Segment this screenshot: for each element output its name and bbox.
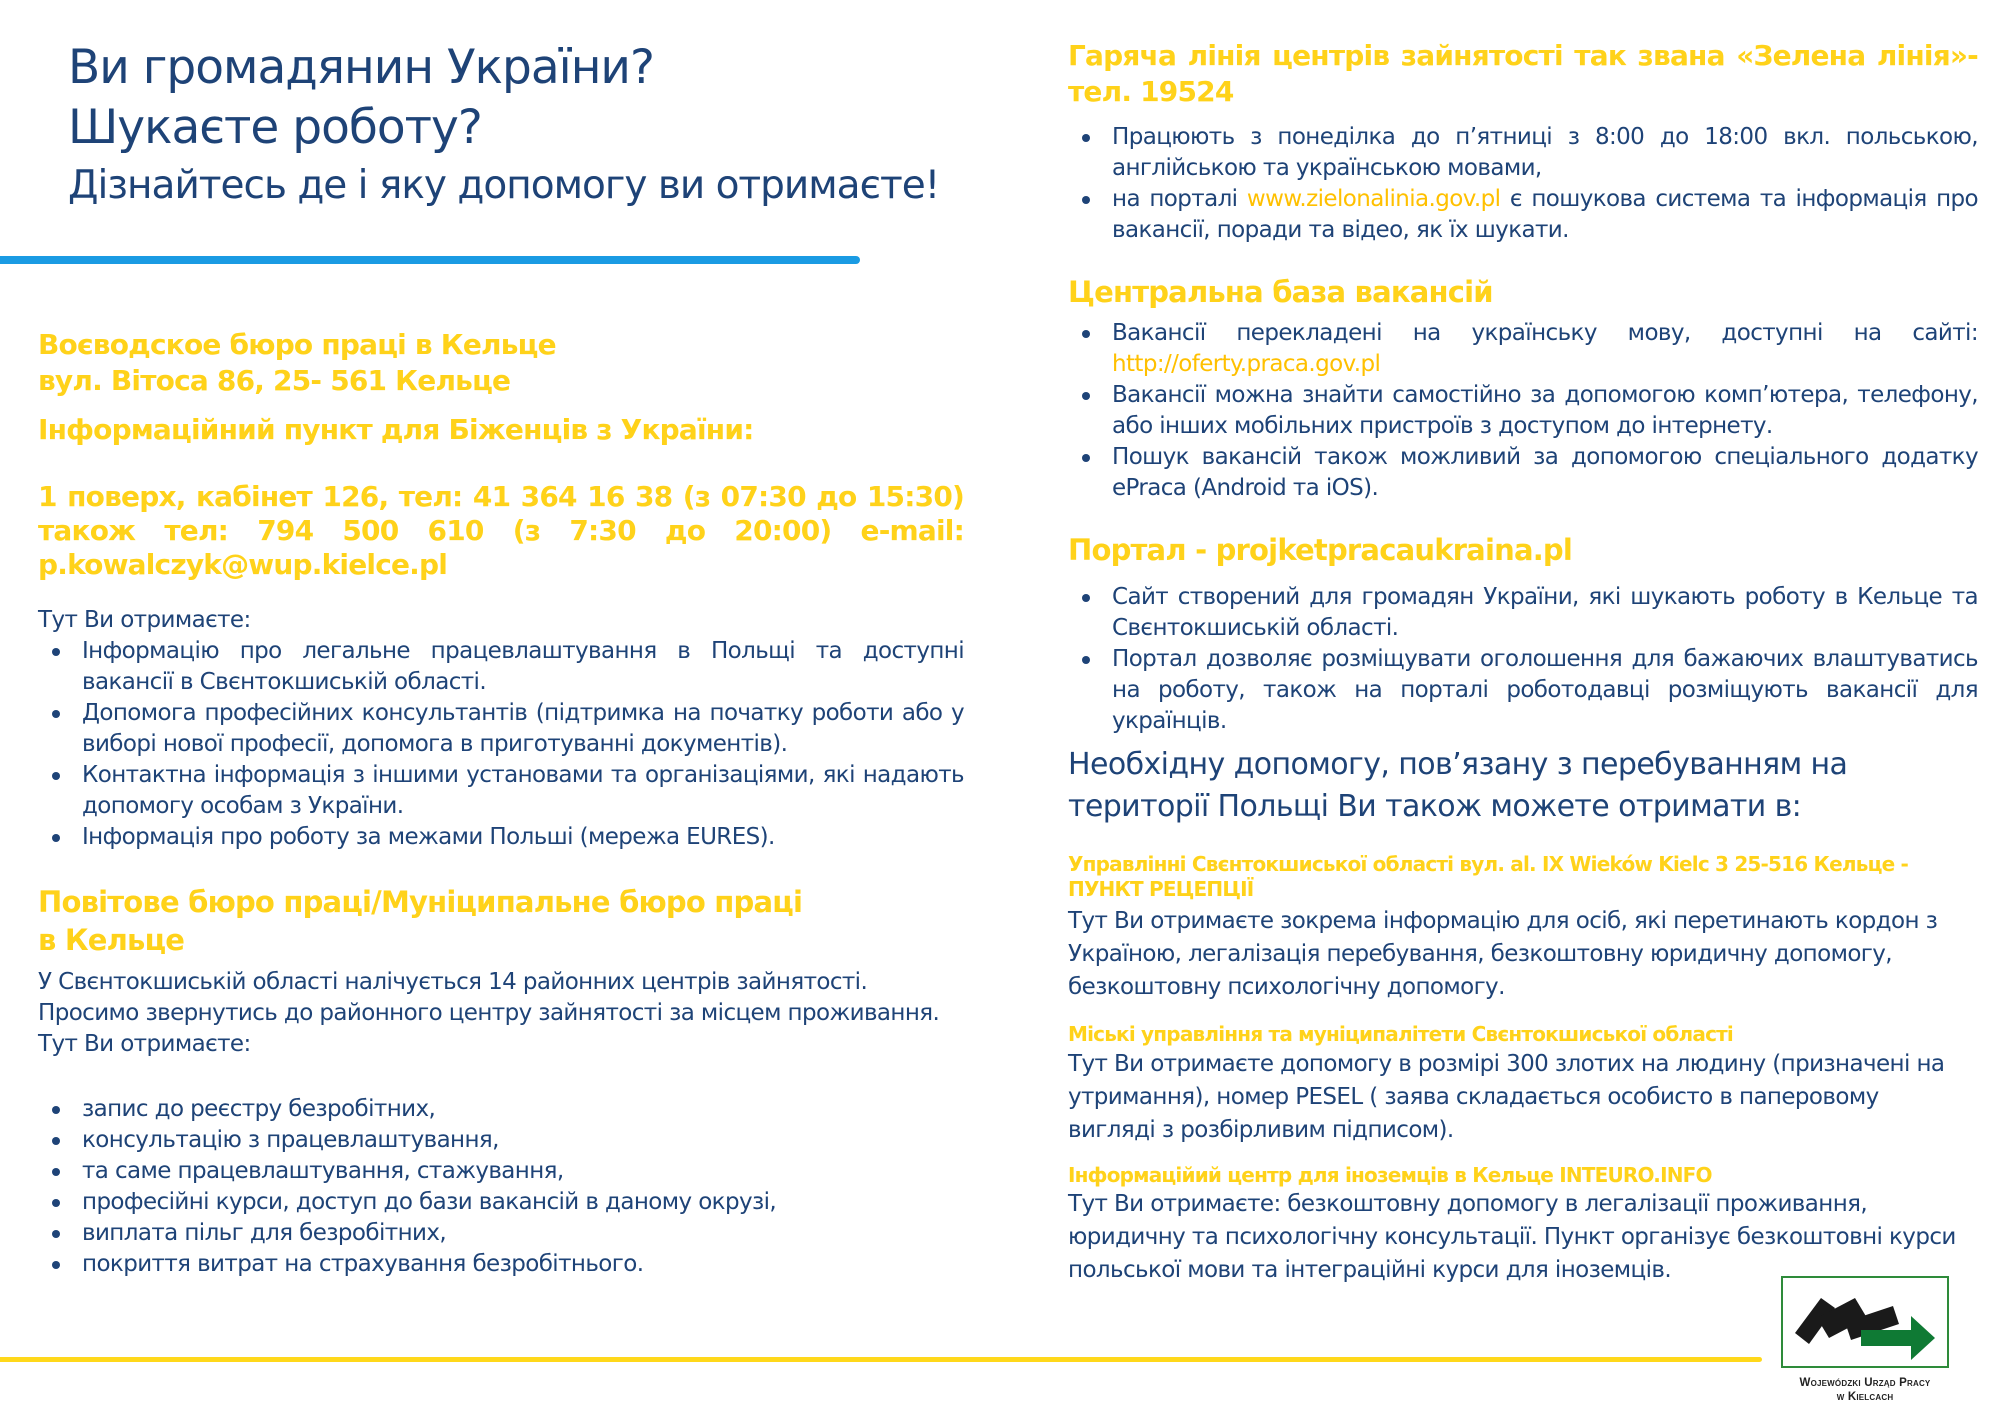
county-services-list xyxy=(38,1094,964,1280)
page-title xyxy=(68,38,988,214)
county-description xyxy=(38,967,964,1060)
additional-help-intro: Необхідну допомогу, пов’язану з перебуванням на території Польщі Ви також можете отримати в: xyxy=(1068,747,1848,824)
list-item: професійні курси, доступ до бази вакансій в даному окрузі, xyxy=(82,1187,964,1218)
portal-list xyxy=(1068,582,1978,737)
hotline-item-text: є пошукова система та інформація про вакансії, поради та відео, як їх шукати. xyxy=(1112,186,1978,243)
list-item: покриття витрат на страхування безробітнього. xyxy=(82,1249,964,1280)
office-address: вул. Вітоса 86, 25- 561 Кельце xyxy=(38,364,511,397)
list-item xyxy=(1112,184,1978,246)
list-item: консультацію з працевлаштування, xyxy=(82,1125,964,1156)
hotline-item-text: на порталі xyxy=(1112,186,1247,212)
county-para-3: Тут Ви отримаєте: xyxy=(38,1031,251,1057)
list-item: Допомога професійних консультантів (підтримка на початку роботи або у виборі нової професії, допомога в приготуванні документів). xyxy=(82,698,964,760)
county-para-2: Просимо звернутись до районного центру зайнятості за місцем проживання. xyxy=(38,1000,940,1026)
regional-office-body: Тут Ви отримаєте зокрема інформацію для осіб, які перетинають кордон з Україною, легалізація перебування, безкоштовну юридичну допомогу, безкоштовну психологічну допомогу. xyxy=(1068,908,1938,1000)
county-heading-line-1: Повітове бюро праці/Муніципальне бюро праці xyxy=(38,885,803,919)
title-line-2: Шукаєте роботу? xyxy=(68,100,482,155)
office-contact: 1 поверх, кабінет 126, тел: 41 364 16 38 (з 07:30 до 15:30) також тел: 794 500 610 (з 7:30 до 20:00) e-mail: p.kowalczyk@wup.kielce.pl xyxy=(38,480,964,581)
zielonalinia-link[interactable]: www.zielonalinia.gov.pl xyxy=(1246,186,1501,212)
list-item: запис до реєстру безробітних, xyxy=(82,1094,964,1125)
municipal-offices-heading: Міські управління та муніципалітети Свєнтокшиської області xyxy=(1068,1022,1733,1046)
office-heading xyxy=(38,327,964,399)
inteuro-body: Тут Ви отримаєте: безкоштовну допомогу в легалізації проживання, юридичну та психологічну консультації. Пункт організує безкоштовні курси польської мови та інтеграційні курси для іноземців. xyxy=(1068,1191,1956,1283)
logo-caption-line-1: Wojewódzki Urząd Pracy xyxy=(1799,1377,1931,1389)
central-db-item-text: Вакансії перекладені на українську мову, доступні на сайті: xyxy=(1112,320,1978,346)
central-db-list xyxy=(1068,318,1978,504)
list-item: Сайт створений для громадян України, які шукають роботу в Кельце та Свєнтокшиській області. xyxy=(1112,582,1978,644)
inteuro-heading: Інформаційий центр для іноземців в Кельце INTEURO.INFO xyxy=(1068,1163,1712,1187)
oferty-link[interactable]: http://oferty.praca.gov.pl xyxy=(1112,351,1381,377)
list-item: виплата пільг для безробітних, xyxy=(82,1218,964,1249)
list-item: Інформація про роботу за межами Польші (мережа EURES). xyxy=(82,822,964,853)
office-name: Воєводское бюро праці в Кельце xyxy=(38,328,556,361)
logo-graphic xyxy=(1783,1278,1947,1366)
list-item: Контактна інформація з іншими установами та організаціями, які надають допомогу особам з України. xyxy=(82,760,964,822)
info-point-heading: Інформаційний пункт для Біженців з України: xyxy=(38,413,754,446)
blue-divider xyxy=(0,256,860,264)
list-item: Працюють з понеділка до п’ятниці з 8:00 до 18:00 вкл. польською, англійською та українською мовами, xyxy=(1112,122,1978,184)
wup-kielce-logo-icon xyxy=(1781,1276,1949,1368)
logo-caption xyxy=(1770,1376,1960,1404)
hotline-heading: Гаряча лінія центрів зайнятості так звана «Зелена лінія»- тел. 19524 xyxy=(1068,39,1978,108)
title-line-1: Ви громадянин України? xyxy=(68,40,654,95)
receive-intro: Тут Ви отримаєте: xyxy=(38,607,251,633)
list-item xyxy=(1112,318,1978,380)
list-item: Пошук вакансій також можливий за допомогою спеціального додатку ePraca (Android та iOS). xyxy=(1112,442,1978,504)
yellow-divider xyxy=(0,1357,1762,1362)
regional-office-heading: Управлінні Свєнтокшиської області вул. al. IX Wieków Kielc 3 25-516 Кельце - ПУНКТ РЕЦЕПЦІЇ xyxy=(1068,852,1909,901)
hotline-list xyxy=(1068,122,1978,246)
portal-heading: Портал - projketpracaukraina.pl xyxy=(1068,533,1573,567)
central-db-heading: Центральна база вакансій xyxy=(1068,275,1493,309)
list-item: та саме працевлаштування, стажування, xyxy=(82,1156,964,1187)
list-item: Портал дозволяє розміщувати оголошення для бажаючих влаштуватись на роботу, також на порталі роботодавці розміщують вакансії для українців. xyxy=(1112,644,1978,737)
list-item: Вакансії можна знайти самостійно за допомогою комп’ютера, телефону, або інших мобільних пристроїв з доступом до інтернету. xyxy=(1112,380,1978,442)
county-office-heading xyxy=(38,883,964,959)
logo-caption-line-2: w Kielcach xyxy=(1836,1391,1894,1403)
county-para-1: У Свєнтокшиській області налічується 14 районних центрів зайнятості. xyxy=(38,969,868,995)
municipal-offices-body: Тут Ви отримаєте допомогу в розмірі 300 злотих на людину (призначені на утримання), номер PESEL ( заява складається особисто в паперовому вигляді з розбірливим підписом). xyxy=(1068,1051,1945,1143)
list-item: Інформацію про легальне працевлаштування в Польщі та доступні вакансії в Свєнтокшиській області. xyxy=(82,636,964,698)
receive-list xyxy=(38,636,964,853)
title-line-3: Дізнайтесь де і яку допомогу ви отримаєте! xyxy=(68,163,940,208)
county-heading-line-2: в Кельце xyxy=(38,923,185,957)
